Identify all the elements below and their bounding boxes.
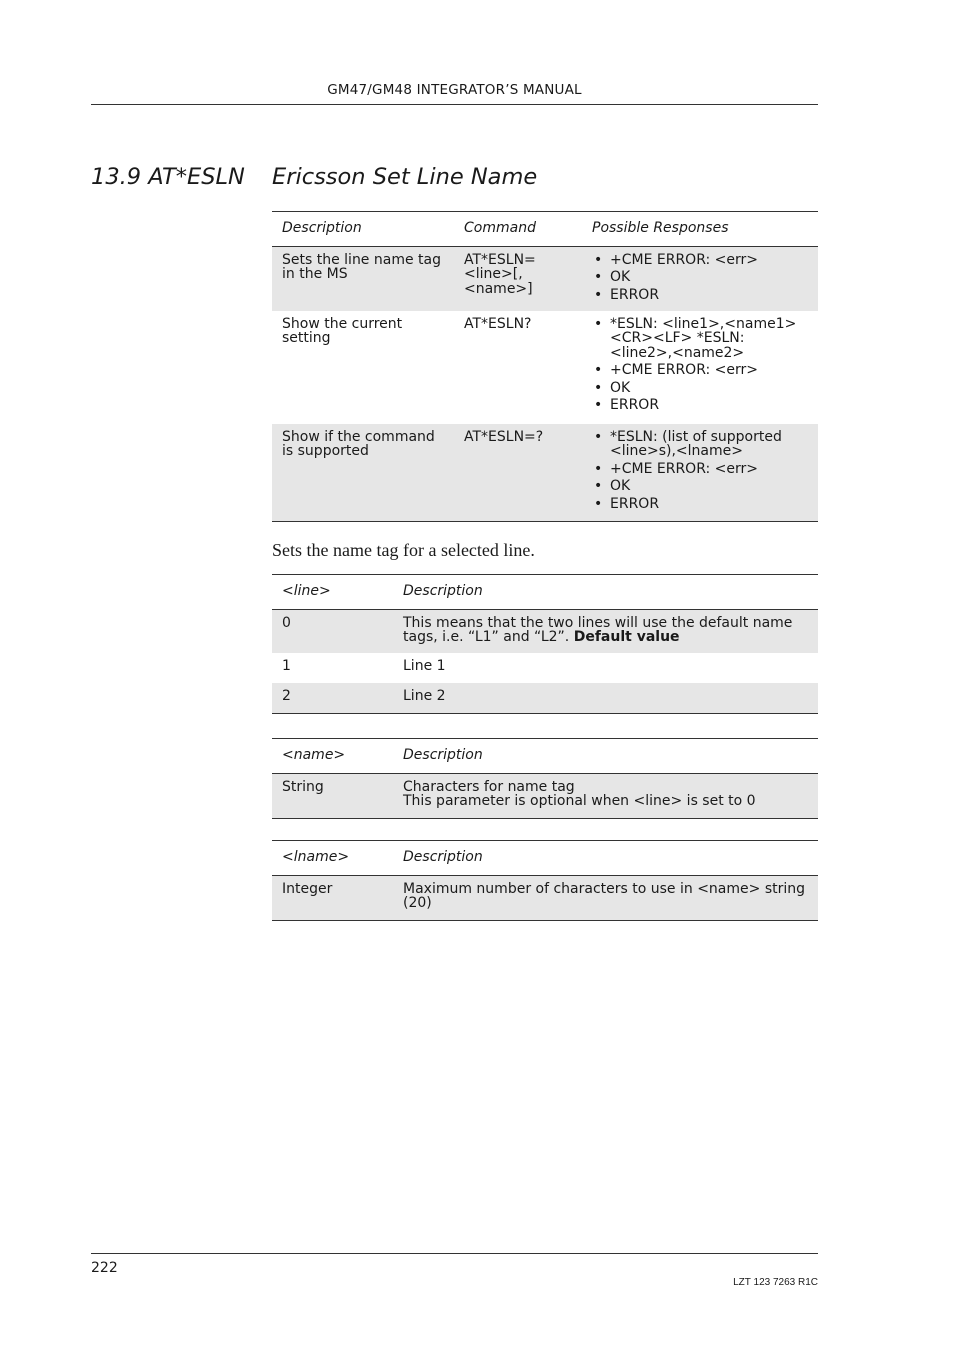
table-row <box>272 875 818 920</box>
response-item: • OK <box>592 381 808 396</box>
row-command: AT*ESLN=? <box>454 424 582 522</box>
default-value-label: Default value <box>573 629 680 645</box>
lname-table-header <box>272 841 818 876</box>
table-row <box>272 424 818 522</box>
command-table-header <box>272 212 818 247</box>
column-header-line: <line> <box>272 575 393 610</box>
row-command: AT*ESLN? <box>464 315 532 332</box>
running-header: GM47/GM48 INTEGRATOR’S MANUAL <box>327 82 582 98</box>
response-item: • ERROR <box>592 398 808 413</box>
row-description: Line 2 <box>393 683 818 714</box>
row-value: 0 <box>272 609 393 653</box>
line-table-header <box>272 575 818 610</box>
name-parameter-table <box>272 738 818 819</box>
response-item: • ERROR <box>592 288 808 303</box>
response-item: • *ESLN: <line1>,<name1><CR><LF> *ESLN: <line2>,<name2> <box>592 317 808 361</box>
column-header-responses: Possible Responses <box>582 212 818 247</box>
line-parameter-table <box>272 574 818 714</box>
response-item: • OK <box>592 479 808 494</box>
intro-paragraph: Sets the name tag for a selected line. <box>272 540 535 560</box>
response-item: • OK <box>592 270 808 285</box>
row-description <box>393 609 818 653</box>
row-value: String <box>272 773 393 818</box>
table-row <box>272 653 818 683</box>
response-item: • +CME ERROR: <err> <box>592 253 808 268</box>
description-line: Characters for name tag <box>403 778 575 795</box>
row-responses <box>582 246 818 311</box>
response-item: • ERROR <box>592 497 808 512</box>
row-value: 1 <box>282 657 291 674</box>
row-description: Line 1 <box>403 657 446 674</box>
table-row <box>272 311 818 424</box>
column-header-name: <name> <box>272 739 393 774</box>
row-description: Sets the line name tag in the MS <box>272 246 454 311</box>
column-header-lname: <lname> <box>272 841 393 876</box>
column-header-command: Command <box>454 212 582 247</box>
section-number: 13.9 AT*ESLN <box>91 164 245 190</box>
section-title: Ericsson Set Line Name <box>272 164 538 190</box>
command-table <box>272 211 818 522</box>
table-row <box>272 683 818 714</box>
footer-divider <box>91 1253 818 1254</box>
row-command: AT*ESLN=<line>[,<name>] <box>454 246 582 311</box>
description-line: This parameter is optional when <line> is set to 0 <box>403 793 756 809</box>
row-description: Show if the command is supported <box>272 424 454 522</box>
row-responses <box>582 424 818 522</box>
response-item: • +CME ERROR: <err> <box>592 363 808 378</box>
table-row <box>272 773 818 818</box>
row-description <box>393 773 818 818</box>
table-row <box>272 609 818 653</box>
name-table-header <box>272 739 818 774</box>
page-number: 222 <box>91 1260 118 1276</box>
row-description: Show the current setting <box>282 315 403 346</box>
response-item: • *ESLN: (list of supported <line>s),<lname> <box>592 430 808 459</box>
column-header-description: Description <box>393 575 818 610</box>
column-header-description: Description <box>393 739 818 774</box>
response-item: • +CME ERROR: <err> <box>592 462 808 477</box>
row-description: Maximum number of characters to use in <name> string (20) <box>393 875 818 920</box>
row-value: 2 <box>272 683 393 714</box>
column-header-description: Description <box>393 841 818 876</box>
row-responses <box>582 311 818 424</box>
lname-parameter-table <box>272 840 818 921</box>
column-header-description: Description <box>272 212 454 247</box>
document-code: LZT 123 7263 R1C <box>733 1277 818 1288</box>
row-value: Integer <box>272 875 393 920</box>
table-row <box>272 246 818 311</box>
header-divider <box>91 104 818 105</box>
description-text: This means that the two lines will use the default name tags, i.e. “L1” and “L2”. <box>403 614 793 645</box>
